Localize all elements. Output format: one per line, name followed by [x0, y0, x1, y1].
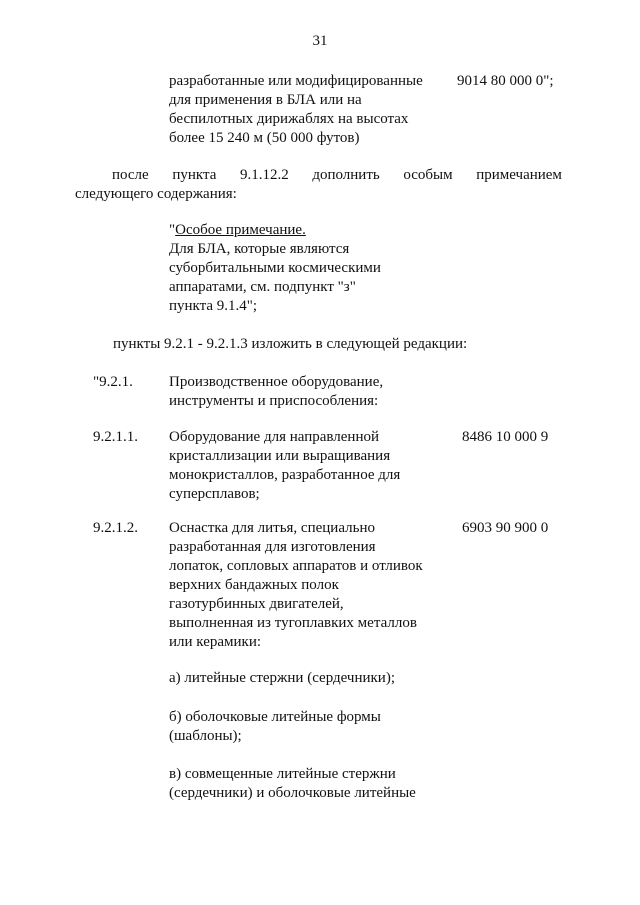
text-line: (шаблоны); [169, 728, 242, 744]
item-code-9-2-1-1: 8486 10 000 9 [462, 429, 549, 445]
text-line: разработанные или модифицированные [169, 73, 423, 89]
text-line: верхних бандажных полок [169, 577, 339, 593]
text-line: Производственное оборудование, [169, 374, 384, 390]
word: примечанием [476, 167, 562, 183]
note-line: пункта 9.1.4"; [169, 298, 258, 314]
item-code-9-2-1-2: 6903 90 900 0 [462, 520, 549, 536]
text-line: (сердечники) и оболочковые литейные [169, 785, 416, 801]
top-block-code: 9014 80 000 0"; [457, 73, 554, 89]
text-line: Оборудование для направленной [169, 429, 380, 445]
text-line: или керамики: [169, 634, 262, 650]
subitem-v [169, 765, 449, 803]
word: после [112, 167, 149, 183]
note-title-line [169, 221, 381, 240]
paragraph-1-line-2: следующего содержания: [75, 186, 237, 202]
note-quote: " [169, 222, 176, 238]
item-number-9-2-1-2: 9.2.1.2. [93, 520, 138, 536]
item-text-9-2-1-2 [169, 519, 449, 652]
text-line: б) оболочковые литейные формы [169, 709, 381, 725]
text-line: инструменты и приспособления: [169, 393, 379, 409]
note-line: аппаратами, см. подпункт "з" [169, 279, 356, 295]
note-line: Для БЛА, которые являются [169, 241, 350, 257]
text-line: в) совмещенные литейные стержни [169, 766, 396, 782]
word: пункта [172, 167, 217, 183]
subitem-a [169, 669, 449, 688]
item-text-9-2-1 [169, 373, 449, 411]
note-title: Особое примечание. [175, 222, 306, 238]
text-line: беспилотных дирижаблях на высотах [169, 111, 409, 127]
item-text-9-2-1-1 [169, 428, 449, 504]
text-line: Оснастка для литья, специально [169, 520, 375, 536]
paragraph-2: пункты 9.2.1 - 9.2.1.3 изложить в следующей редакции: [113, 336, 468, 352]
word: 9.1.12.2 [239, 167, 289, 183]
text-line: а) литейные стержни (сердечники); [169, 670, 395, 686]
text-line: более 15 240 м (50 000 футов) [169, 130, 360, 146]
special-note [169, 221, 381, 316]
word: дополнить [312, 167, 380, 183]
text-line: выполненная из тугоплавких металлов [169, 615, 417, 631]
subitem-b [169, 708, 449, 746]
text-line: суперсплавов; [169, 486, 260, 502]
text-line: газотурбинных двигателей, [169, 596, 344, 612]
paragraph-1-line-1 [112, 166, 562, 185]
note-line: суборбитальными космическими [169, 260, 381, 276]
text-line: лопаток, сопловых аппаратов и отливок [169, 558, 423, 574]
text-line: кристаллизации или выращивания [169, 448, 391, 464]
item-number-9-2-1-1: 9.2.1.1. [93, 429, 138, 445]
text-line: разработанная для изготовления [169, 539, 376, 555]
text-line: для применения в БЛА или на [169, 92, 362, 108]
item-number-9-2-1: "9.2.1. [93, 374, 133, 390]
top-block-text [169, 72, 449, 148]
word: особым [403, 167, 453, 183]
page-number: 31 [312, 33, 328, 49]
text-line: монокристаллов, разработанное для [169, 467, 401, 483]
